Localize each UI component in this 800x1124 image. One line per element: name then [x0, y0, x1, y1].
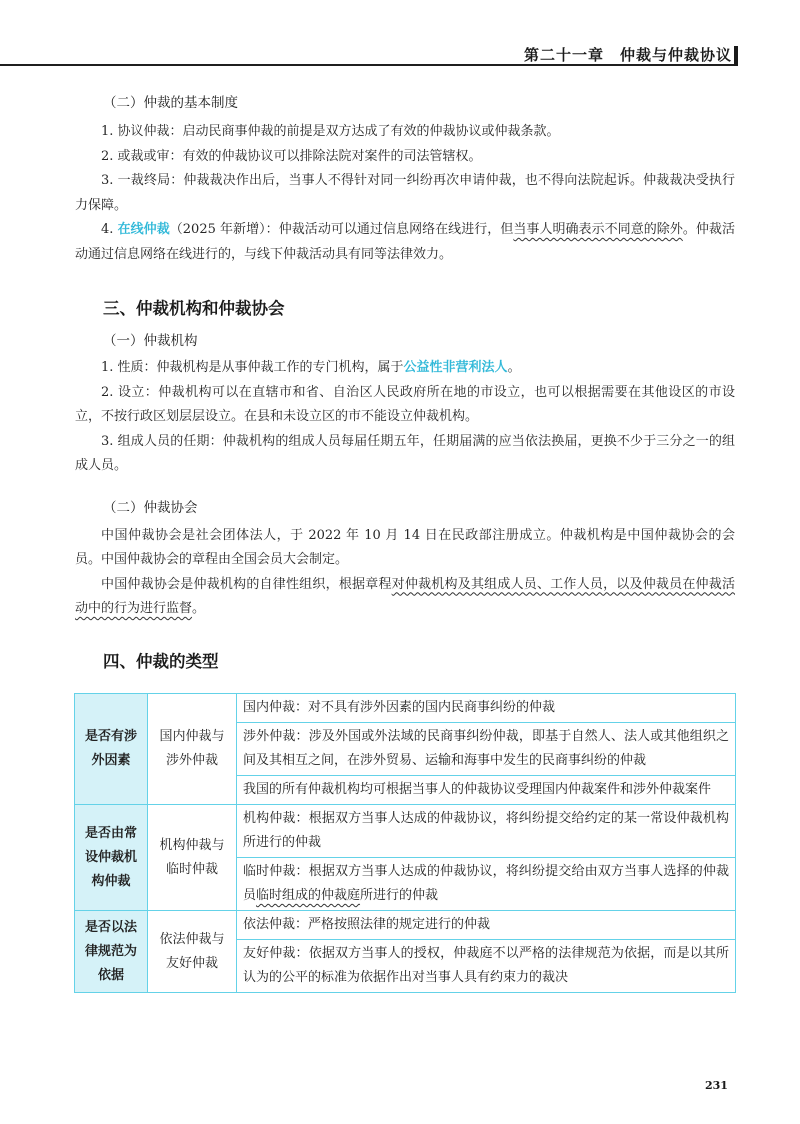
- text-segment: 4.: [101, 222, 118, 237]
- criterion-cell: 是否有涉外因素: [75, 694, 148, 805]
- highlight-term: 公益性非营利法人: [403, 360, 508, 375]
- arbitration-types-table: [74, 693, 736, 993]
- description-cell: 涉外仲裁：涉及外国或外法域的民商事纠纷仲裁，即基于自然人、法人或其他组织之间及其相互之间，在涉外贸易、运输和海事中发生的民商事纠纷的仲裁: [237, 723, 736, 776]
- text-segment: 1. 性质：仲裁机构是从事仲裁工作的专门机构，属于: [101, 360, 404, 375]
- description-cell: [237, 858, 736, 911]
- emphasis-wavy: 对仲裁机构及其组成人员、工作人员，以及仲裁员在仲裁活动中的行为进行监督: [75, 576, 735, 616]
- text-segment: （2025 年新增）：仲裁活动可以通过信息网络在线进行，但: [169, 222, 514, 237]
- category-cell: 依法仲裁与友好仲裁: [148, 911, 237, 993]
- subheading-institution: （一）仲裁机构: [103, 333, 198, 349]
- text-segment: 临时仲裁：根据双方当事人达成的仲裁协议，将纠纷提交给由双方当事人选择的仲裁员: [243, 864, 729, 903]
- running-header: [0, 44, 800, 70]
- subheading-association: （二）仲裁协会: [103, 499, 198, 516]
- paragraph-term-of-office: 3. 组成人员的任期：仲裁机构的组成人员每届任期五年，任期届满的应当依法换届，更换不少于三分之一的组成人员。: [75, 433, 735, 473]
- description-cell: 依法仲裁：严格按照法律的规定进行的仲裁: [237, 911, 736, 940]
- paragraph-nature: [75, 356, 735, 381]
- category-cell: 国内仲裁与涉外仲裁: [148, 694, 237, 805]
- table-row: [75, 694, 736, 723]
- text-segment: 。: [507, 360, 521, 375]
- emphasis-wavy: 临时组成的仲裁庭: [256, 888, 361, 903]
- subheading-basic-system: （二）仲裁的基本制度: [103, 95, 238, 111]
- paragraph-online-arbitration: [75, 218, 735, 267]
- paragraph-association-supervision: [75, 573, 735, 622]
- table-row: [75, 805, 736, 858]
- description-cell: 国内仲裁：对不具有涉外因素的国内民商事纠纷的仲裁: [237, 694, 736, 723]
- criterion-cell: 是否由常设仲裁机构仲裁: [75, 805, 148, 911]
- page-body: [75, 92, 735, 675]
- paragraph-association-founding: 中国仲裁协会是社会团体法人，于 2022 年 10 月 14 日在民政部注册成立。仲裁机构是中国仲裁协会的会员。中国仲裁协会的章程由全国会员大会制定。: [75, 527, 735, 567]
- text-segment: 。: [192, 601, 206, 616]
- paragraph-final-award: 3. 一裁终局：仲裁裁决作出后，当事人不得针对同一纠纷再次申请仲裁，也不得向法院起诉。仲裁裁决受执行力保障。: [75, 173, 735, 213]
- paragraph-agreement-arbitration: 1. 协议仲裁：启动民商事仲裁的前提是双方达成了有效的仲裁协议或仲裁条款。: [101, 124, 560, 139]
- criterion-cell: 是否以法律规范为依据: [75, 911, 148, 993]
- page-number: 231: [705, 1079, 728, 1092]
- description-cell: 友好仲裁：依据双方当事人的授权，仲裁庭不以严格的法律规范为依据，而是以其所认为的公平的标准为依据作出对当事人具有约束力的裁决: [237, 940, 736, 993]
- description-cell: 机构仲裁：根据双方当事人达成的仲裁协议，将纠纷提交给约定的某一常设仲裁机构所进行的仲裁: [237, 805, 736, 858]
- section-heading-institutions: 三、仲裁机构和仲裁协会: [103, 299, 285, 318]
- paragraph-establishment: 2. 设立：仲裁机构可以在直辖市和省、自治区人民政府所在地的市设立，也可以根据需要在其他设区的市设立，不按行政区划层层设立。在县和未设立区的市不能设立仲裁机构。: [75, 384, 735, 424]
- text-segment: 。仲裁活动通过信息网络在线进行的，与线下仲裁活动具有同等法律效力。: [75, 222, 735, 262]
- table-row: [75, 911, 736, 940]
- emphasis-wavy: 当事人明确表示不同意的除外: [513, 222, 683, 237]
- header-marker: [734, 46, 738, 66]
- highlight-term: 在线仲裁: [117, 222, 170, 237]
- header-rule: [0, 64, 738, 66]
- section-heading-types: 四、仲裁的类型: [103, 651, 219, 671]
- text-segment: 中国仲裁协会是仲裁机构的自律性组织，根据章程: [101, 576, 392, 592]
- paragraph-arbitration-or-litigation: 2. 或裁或审：有效的仲裁协议可以排除法院对案件的司法管辖权。: [101, 148, 482, 164]
- text-segment: 所进行的仲裁: [360, 888, 439, 903]
- chapter-title: 第二十一章 仲裁与仲裁协议: [523, 46, 732, 64]
- category-cell: 机构仲裁与临时仲裁: [148, 805, 237, 911]
- description-cell: 我国的所有仲裁机构均可根据当事人的仲裁协议受理国内仲裁案件和涉外仲裁案件: [237, 776, 736, 805]
